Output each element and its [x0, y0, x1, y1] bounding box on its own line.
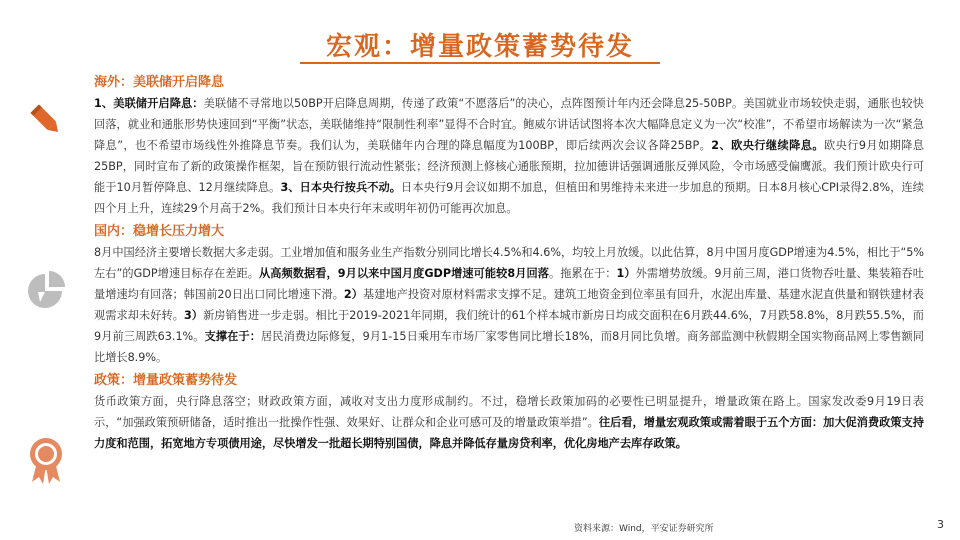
- title-underline: [300, 62, 660, 64]
- emphasis-text: 支撑在于：: [204, 330, 262, 343]
- section-heading: 国内：稳增长压力增大: [94, 224, 225, 239]
- content-area: [94, 72, 924, 454]
- body-text: 欧央行9月如期降息25BP，同时宣布了新的政策操作框架，旨在预防银行流动性紧张；经济预测上修核心通胀预期，拉加德讲话强调通胀反弹风险，令市场感受偏鹰派。我们预计欧央行可能于10月暂停降息、12月继续降息。: [94, 139, 924, 194]
- body-text: 居民消费边际修复，9月1-15日乘用车市场厂家零售同比增长18%，而8月同比负增。商务部监测中秋假期全国实物商品网上零售额同比增长8.9%。: [94, 330, 924, 364]
- emphasis-text: 往后看，增量宏观政策或需着眼于五个方面：加大促消费政策支持力度和范围，拓宽地方专项债用途，尽快增发一批超长期特别国债，降息并降低存量房贷利率，优化房地产去库存政策。: [94, 416, 924, 450]
- body-text: 货币政策方面，央行降息落空；财政政策方面，减收对支出力度形成制约。不过，稳增长政策加码的必要性已明显提升，增量政策在路上。国家发改委9月19日表示，“加强政策预研储备，适时推出一批操作性强、效果好、让群众和企业可感可及的增量政策举措”。: [94, 395, 924, 429]
- source-note: 资料来源：Wind，平安证券研究所: [574, 524, 714, 534]
- section-paragraph: [94, 391, 924, 454]
- emphasis-text: 从高频数据看，9月以来中国月度GDP增速可能较8月回落: [258, 267, 549, 280]
- section-domestic: [94, 221, 924, 368]
- emphasis-text: 2、欧央行继续降息。: [711, 139, 824, 152]
- emphasis-text: 2）: [343, 288, 363, 301]
- pencil-icon: [26, 100, 66, 144]
- body-text: 8月中国经济主要增长数据大多走弱。工业增加值和服务业生产指数分别同比增长4.5%和4.6%，均较上月放缓。以此估算，8月中国月度GDP增速为4.5%，相比于“5%左右”的GDP增速目标存在差距。: [94, 246, 924, 280]
- section-heading: 政策：增量政策蓄势待发: [94, 373, 238, 388]
- emphasis-text: 3）: [183, 309, 204, 322]
- emphasis-text: 1）: [616, 267, 636, 280]
- body-text: 美联储不寻常地以50BP开启降息周期，传递了政策“不愿落后”的决心，点阵图预计年内还会降息25-50BP。美国就业市场较快走弱，通胀也较快回落，就业和通胀形势快速回到“平衡”状态，美联储维持“限制性利率”显得不合时宜。鲍威尔讲话试图将本次大幅降息定义为一次“校准”，不希望市场解读为一次“紧急降息”，也不希望市场线性外推降息节奏。我们认为，美联储年内合理的降息幅度为100BP，即后续两次会议各降25BP。: [94, 97, 924, 152]
- body-text: 新房销售进一步走弱。相比于2019-2021年同期，我们统计的61个样本城市新房日均成交面积在6月跌44.6%，7月跌58.8%，8月跌55.5%，而9月前三周跌63.1%。: [94, 309, 924, 343]
- body-text: 日本央行9月会议如期不加息，但植田和男维持未来进一步加息的预期。日本8月核心CPI录得2.8%，连续四个月上升，连续29个月高于2%。我们预计日本央行年末或明年初仍可能再次加息。: [94, 181, 924, 215]
- body-text: 基建地产投资对原材料需求支撑不足。建筑工地资金到位率虽有回升，水泥出库量、基建水泥直供量和钢铁建材表观需求却未好转。: [94, 288, 924, 322]
- emphasis-text: 1、美联储开启降息：: [94, 97, 204, 110]
- section-policy: [94, 370, 924, 454]
- body-text: 。拖累在于：: [548, 267, 617, 280]
- pie-chart-icon: [26, 270, 68, 316]
- page-title: 宏观：增量政策蓄势待发: [325, 32, 634, 62]
- emphasis-text: 3、日本央行按兵不动。: [280, 181, 402, 194]
- award-badge-icon: [26, 436, 66, 490]
- section-paragraph: [94, 242, 924, 368]
- section-heading: 海外：美联储开启降息: [94, 75, 225, 90]
- body-text: 外需增势放缓。9月前三周，港口货物吞吐量、集装箱吞吐量增速均有回落；韩国前20日出口同比增速下滑。: [94, 267, 924, 301]
- page-number: 3: [937, 518, 944, 531]
- section-overseas: [94, 72, 924, 219]
- section-paragraph: [94, 93, 924, 219]
